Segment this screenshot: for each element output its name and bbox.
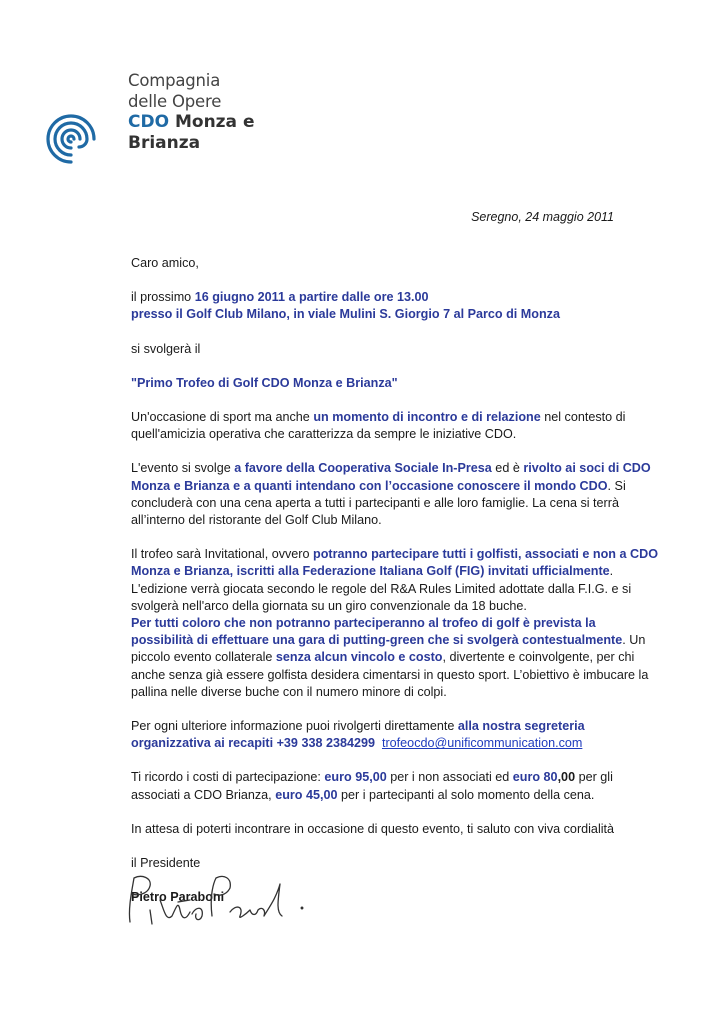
logo-line-2: delle Opere — [128, 92, 222, 111]
logo-region: Monza e Brianza — [128, 112, 255, 153]
event-venue: presso il Golf Club Milano, in viale Mulini S. Giorgio 7 al Parco di Monza — [131, 307, 560, 322]
letter-body — [131, 255, 659, 923]
event-datetime: 16 giugno 2011 a partire dalle ore 13.00 — [194, 290, 429, 305]
paragraph-trophy-rules: Il trofeo sarà Invitational, ovvero potranno partecipare tutti i golfisti, associati e non a CDO Monza e Brianza, iscritti alla Federazione Italiana Golf (FIG) invitati ufficialmente. L'edizione verrà giocata secondo le regole del R&A Rules Limited adottate dalla F.I.G. e si svolgerà nell'arco della giornata su un giro convenzionale da 18 buche. Per tutti coloro che non potranno parteciperanno al trofeo di golf è prevista la possibilità di effettuare una gara di putting-green che si svolgerà contestualmente. Un piccolo evento collaterale senza alcun vincolo e costo, divertente e coinvolgente, per chi anche senza già essere golfista desidera cimentarsi in questo sport. L’obiettivo è imbucare la pallina nelle diverse buche con il numero minore di colpi. — [131, 547, 658, 699]
signatory-title: il Presidente — [131, 856, 201, 871]
paragraph-intro: si svolgerà il — [131, 341, 201, 356]
contact-phone: alla nostra segreteria organizzativa ai recapiti +39 338 2384299 — [131, 719, 585, 751]
paragraph-occasion: Un'occasione di sport ma anche un momento di incontro e di relazione nel contesto di quell'amicizia operativa che caratterizza da sempre le iniziative CDO. — [131, 410, 626, 442]
contact-email-link[interactable]: trofeocdo@unificommunication.com — [381, 736, 583, 751]
cdo-logo — [44, 70, 264, 165]
paragraph-closing: In attesa di poterti incontrare in occasione di questo evento, ti saluto con viva cordialità — [131, 821, 615, 836]
logo-line-1: Compagnia — [128, 71, 221, 90]
greeting: Caro amico, — [131, 256, 199, 270]
price-dinner: euro 45,00 — [275, 787, 338, 802]
logo-wordmark — [128, 70, 264, 154]
price-non-members: euro 95,00 — [324, 770, 387, 785]
paragraph-event-purpose: L'evento si svolge a favore della Cooperativa Sociale In-Presa ed è rivolto ai soci di CDO Monza e Brianza e a quanti intendano con l’occasione conoscere il mondo CDO. Si concluderà con una cena aperta a tutti i partecipanti e alle loro famiglie. La cena si terrà all’interno del ristorante del Golf Club Milano. — [131, 461, 651, 528]
letter-date: Seregno, 24 maggio 2011 — [471, 210, 614, 224]
logo-line-3 — [128, 112, 264, 154]
signatory-name: Pietro Paraboni — [131, 890, 225, 905]
paragraph-contact: Per ogni ulteriore informazione puoi rivolgerti direttamente alla nostra segreteria organizzativa ai recapiti +39 338 2384299 trofeocdo@unificommunication.com — [131, 719, 585, 751]
logo-brand: CDO — [128, 112, 170, 132]
paragraph-date-venue: il prossimo 16 giugno 2011 a partire dalle ore 13.00 presso il Golf Club Milano, in viale Mulini S. Giorgio 7 al Parco di Monza — [131, 290, 560, 322]
paragraph-costs: Ti ricordo i costi di partecipazione: euro 95,00 per i non associati ed euro 80,00 per gli associati a CDO Brianza, euro 45,00 per i partecipanti al solo momento della cena. — [131, 770, 613, 802]
spiral-logo-icon — [44, 112, 98, 166]
event-title: "Primo Trofeo di Golf CDO Monza e Brianza" — [131, 375, 398, 390]
handwritten-signature — [120, 870, 310, 930]
price-members: euro 80 — [512, 770, 558, 785]
